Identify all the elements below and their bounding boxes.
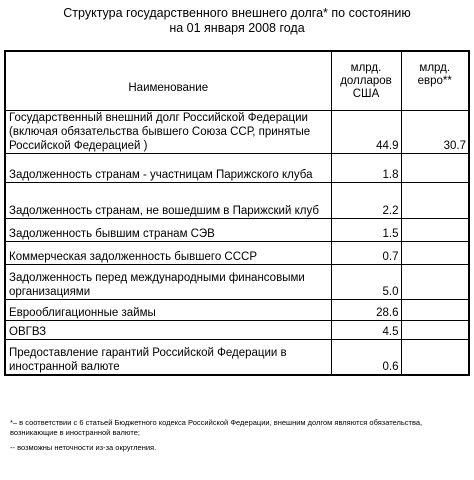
table-header-row [5, 51, 469, 111]
row-usd: 28.6 [331, 300, 401, 321]
row-eur [401, 219, 469, 242]
table-row [5, 300, 469, 321]
row-eur [401, 340, 469, 376]
table-row [5, 340, 469, 376]
row-name: Еврооблигационные займы [5, 300, 331, 321]
row-name: Предоставление гарантий Российской Федерации в иностранной валюте [5, 340, 331, 376]
table-row [5, 111, 469, 154]
title-line-1: Структура государственного внешнего долга* по состоянию [63, 6, 411, 20]
row-name: Задолженность перед международными финансовыми организациями [5, 265, 331, 300]
row-name: Коммерческая задолженность бывшего СССР [5, 242, 331, 265]
row-usd: 1.5 [331, 219, 401, 242]
row-eur [401, 154, 469, 183]
row-eur [401, 242, 469, 265]
row-name: Государственный внешний долг Российской Федерации (включая обязательства бывшего Союза ССР, принятые Российской Федерацией ) [5, 111, 331, 154]
row-name: Задолженность странам - участницам Парижского клуба [5, 154, 331, 183]
footnotes [10, 418, 466, 453]
row-eur [401, 321, 469, 340]
footnote-2: -- возможны неточности из-за округления. [10, 443, 157, 452]
row-name: Задолженность странам, не вошедшим в Парижский клуб [5, 183, 331, 219]
table-row [5, 183, 469, 219]
table-row [5, 154, 469, 183]
row-usd: 44.9 [331, 111, 401, 154]
row-eur [401, 265, 469, 300]
row-eur [401, 183, 469, 219]
row-eur [401, 300, 469, 321]
row-eur: 30.7 [401, 111, 469, 154]
row-name: ОВГВЗ [5, 321, 331, 340]
row-usd: 0.7 [331, 242, 401, 265]
row-usd: 4.5 [331, 321, 401, 340]
row-usd: 5.0 [331, 265, 401, 300]
header-usd: млрд. долларов США [331, 51, 401, 111]
footnote-1: *– в соответствии с 6 статьей Бюджетного кодекса Российской Федерации, внешним долгом являются обязательства, возникающие в иностранной валюте; [10, 418, 423, 437]
header-eur: млрд. евро** [401, 51, 469, 111]
table-row [5, 219, 469, 242]
header-name: Наименование [5, 51, 331, 111]
row-usd: 2.2 [331, 183, 401, 219]
row-usd: 1.8 [331, 154, 401, 183]
external-debt-table [4, 50, 470, 376]
row-name: Задолженность бывшим странам СЭВ [5, 219, 331, 242]
row-usd: 0.6 [331, 340, 401, 376]
table-row [5, 242, 469, 265]
table-row [5, 321, 469, 340]
table-row [5, 265, 469, 300]
document-title [0, 6, 474, 36]
title-line-2: на 01 января 2008 года [169, 21, 305, 35]
